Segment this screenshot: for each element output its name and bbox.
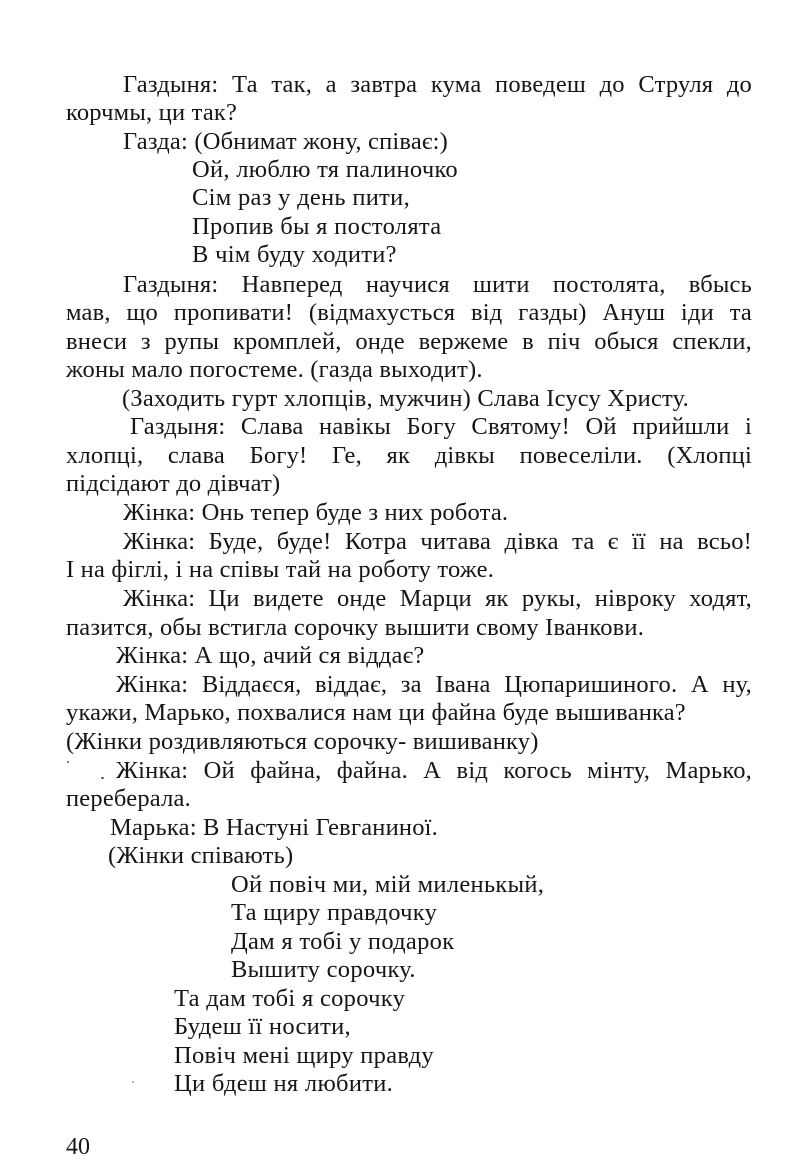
text-line: Газда: (Обнимат жону, співає:) [123, 128, 449, 155]
text-line: (Жінки роздивляються сорочку- вишиванку) [66, 728, 539, 755]
song-line: Повіч мені щиру правду [174, 1042, 434, 1069]
text-line: мав, що пропивати! (відмахусться від газды) Ануш іди та [66, 299, 752, 326]
song-line: Та дам тобі я сорочку [174, 985, 406, 1012]
text-line: Марька: В Настуні Гевганиної. [110, 814, 438, 841]
text-line: (Заходить гурт хлопців, мужчин) Слава Ісусу Христу. [122, 385, 689, 412]
text-line: корчмы, ци так? [66, 99, 238, 126]
song-line: В чім буду ходити? [192, 241, 397, 268]
text-line: хлопці, слава Богу! Ге, як дівкы повеселіли. (Хлопці [66, 442, 752, 469]
text-line: внеси з рупы кромплей, онде вержеме в піч обыся спекли, [66, 328, 752, 355]
text-line: підсідают до дівчат) [66, 470, 281, 497]
text-line: Жінка: Ци видете онде Марци як рукы, нівроку ходят, [123, 585, 752, 612]
text-line: Газдыня: Слава навікы Богу Святому! Ой прийшли і [130, 413, 752, 440]
song-line: Будеш її носити, [174, 1013, 351, 1040]
song-line: Ой, люблю тя палиночко [192, 156, 458, 183]
text-line: Жінка: Буде, буде! Котра читава дівка та є її на всьо! [123, 528, 752, 555]
song-line: Дам я тобі у подарок [231, 928, 455, 955]
text-line: укажи, Марько, похвалися нам ци файна буде вышиванка? [66, 699, 686, 726]
text-line: Жінка: Ой файна, файна. А від когось мінту, Марько, [116, 757, 752, 784]
text-line: пазится, обы встигла сорочку вышити свому Іванкови. [66, 614, 645, 641]
song-line: Та щиру правдочку [231, 899, 438, 926]
page-number: 40 [66, 1134, 90, 1160]
text-line: Жінка: Онь тепер буде з них робота. [123, 499, 509, 526]
text-line: (Жінки співають) [108, 842, 294, 869]
text-line: І на фіглі, і на співы тай на роботу тоже. [66, 556, 495, 583]
scan-speck [101, 777, 104, 779]
text-line: Жінка: Віддаєся, віддає, за Івана Цюпаришиного. А ну, [116, 671, 752, 698]
text-line: переберала. [66, 785, 191, 812]
text-line: Газдыня: Та так, а завтра кума поведеш до Струля до [123, 71, 752, 98]
song-line: Вышиту сорочку. [231, 956, 416, 983]
text-line: Жінка: А що, ачий ся віддає? [116, 642, 425, 669]
song-line: Пропив бы я постолята [192, 213, 442, 240]
song-line: Ой повіч ми, мій миленькый, [231, 871, 545, 898]
scan-speck [67, 761, 69, 763]
text-line: жоны мало погостеме. (газда выходит). [66, 356, 483, 383]
text-line: Газдыня: Навперед научися шити постолята, вбысь [123, 271, 752, 298]
song-line: Ци бдеш ня любити. [174, 1070, 394, 1097]
song-line: Сім раз у день пити, [192, 184, 410, 211]
scan-speck [132, 1081, 134, 1083]
